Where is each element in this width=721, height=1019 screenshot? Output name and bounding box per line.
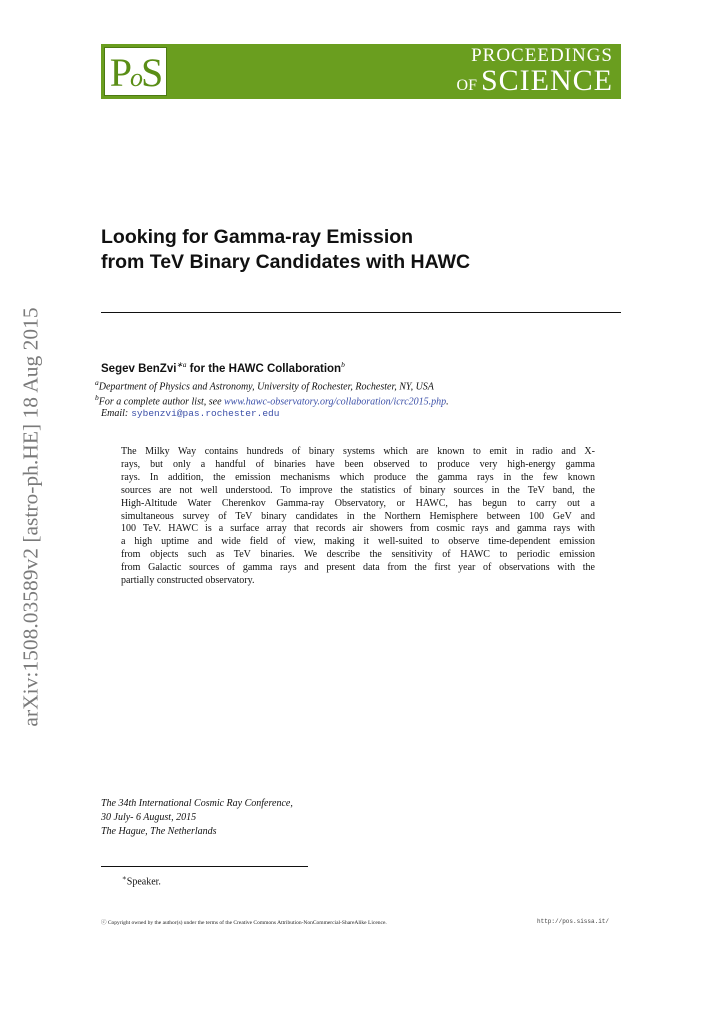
author-sup: ∗a <box>176 360 187 369</box>
affiliation-a <box>95 378 434 392</box>
abstract-line: rays, but only a handful of binaries have been observed to produce very high-energy gamma <box>121 458 595 470</box>
of-word: OF <box>456 77 477 94</box>
author-line <box>101 360 345 375</box>
footnote <box>122 874 161 887</box>
footnote-text: Speaker. <box>126 876 161 888</box>
of-science-line <box>457 64 613 98</box>
abstract-line: partially constructed observatory. <box>121 575 255 587</box>
abstract-line: from objects such as TeV binaries. We describe the sensitivity of HAWC to periodic emission <box>121 549 595 561</box>
pos-logo-text: PoS <box>109 50 162 95</box>
pos-url-link[interactable]: http://pos.sissa.it/ <box>537 918 610 925</box>
affiliation-b-prefix: For a complete author list, see <box>98 396 225 408</box>
email-row <box>101 408 279 419</box>
conference-info <box>101 797 293 839</box>
footnote-mark: ∗ <box>122 874 127 882</box>
conference-location: The Hague, The Netherlands <box>101 826 217 837</box>
abstract-line: sources are not well understood. To improve the statistics of binary sources in the TeV band, the <box>121 484 595 496</box>
abstract-line: simultaneous survey of TeV binary candidates in the Northern Hemisphere between 100 GeV and <box>121 510 595 522</box>
abstract-line: from Galactic sources of gamma rays and present data from the first year of observations with the <box>121 562 595 574</box>
abstract-line: The Milky Way contains hundreds of binary systems which are known to emit in radio and X- <box>121 446 595 457</box>
science-word: SCIENCE <box>480 64 613 97</box>
affiliation-a-mark: a <box>95 378 99 387</box>
affiliation-b-mark: b <box>95 393 99 402</box>
title-line-1: Looking for Gamma-ray Emission <box>101 226 414 248</box>
abstract-line: a high uptime and wide field of view, making it well-suited to observe time-dependent emission <box>121 536 595 548</box>
affiliation-b-suffix: . <box>446 396 449 408</box>
abstract <box>121 446 595 588</box>
affiliation-a-text: Department of Physics and Astronomy, University of Rochester, Rochester, NY, USA <box>98 381 434 393</box>
author-name: Segev BenZvi <box>101 362 177 375</box>
author-list-link[interactable]: www.hawc-observatory.org/collaboration/icrc2015.php <box>224 396 447 408</box>
abstract-line: High-Altitude Water Cherenkov Gamma-ray Observatory, or HAWC, has begun to carry out a <box>121 497 595 509</box>
conference-name: The 34th International Cosmic Ray Conference, <box>101 798 293 809</box>
affiliation-b <box>95 393 449 407</box>
proceedings-word: PROCEEDINGS <box>471 45 613 66</box>
collaboration-sup: b <box>341 360 345 369</box>
email-link[interactable]: sybenzvi@pas.rochester.edu <box>131 408 280 419</box>
abstract-line: 100 TeV. HAWC is a surface array that records air showers from cosmic rays and gamma rays with <box>121 523 595 535</box>
title-rule <box>101 312 621 313</box>
pos-logo <box>104 47 167 96</box>
email-label: Email: <box>101 408 129 419</box>
conference-dates: 30 July- 6 August, 2015 <box>101 812 197 823</box>
abstract-line: rays. In addition, the emission mechanisms which produce the gamma rays in the few known <box>121 471 595 483</box>
copyright-notice: ⓒ Copyright owned by the author(s) under the terms of the Creative Commons Attribution-NonCommercial-ShareAlike Licence. <box>101 920 387 926</box>
collaboration: for the HAWC Collaboration <box>186 362 342 375</box>
paper-title <box>101 225 621 275</box>
footnote-rule <box>101 866 308 867</box>
arxiv-stamp <box>18 290 44 745</box>
arxiv-stamp-text: arXiv:1508.03589v2 [astro-ph.HE] 18 Aug 2015 <box>18 307 43 727</box>
title-line-2: from TeV Binary Candidates with HAWC <box>101 251 471 273</box>
pos-banner <box>101 44 621 99</box>
